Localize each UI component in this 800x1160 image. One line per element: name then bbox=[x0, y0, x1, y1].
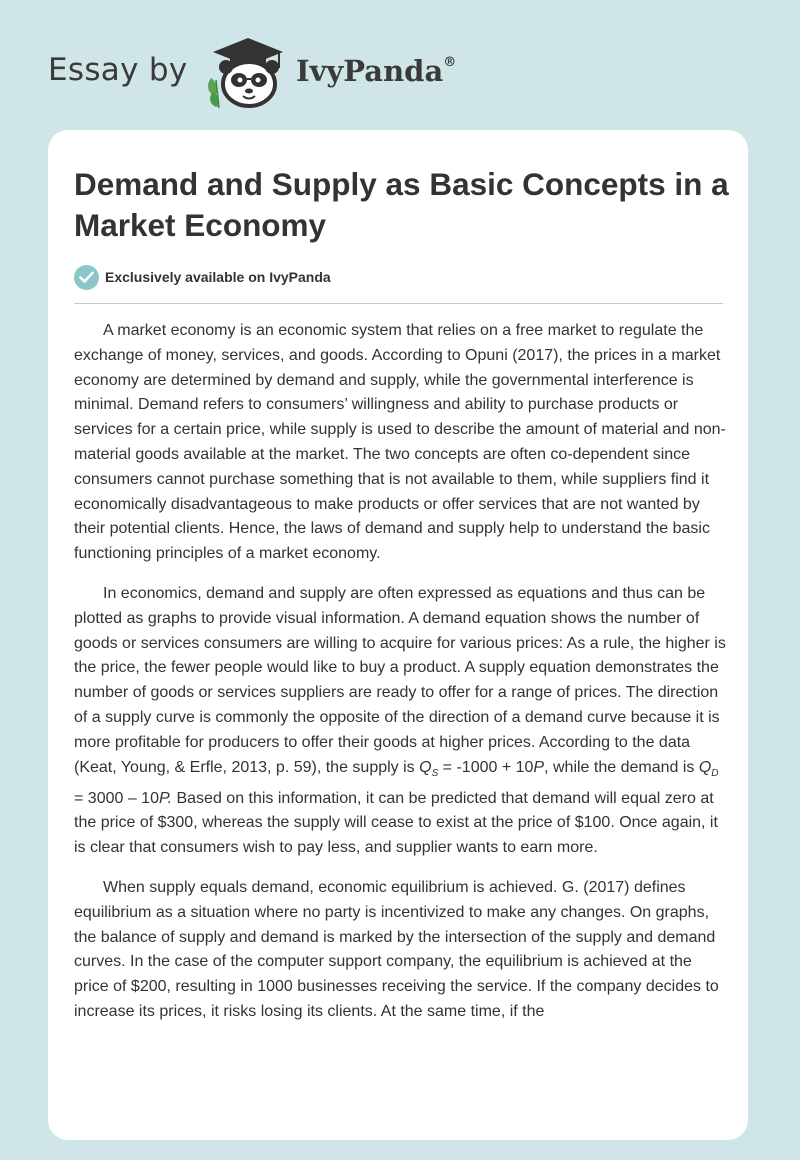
check-circle-icon bbox=[74, 265, 99, 290]
essay-card bbox=[48, 130, 748, 1140]
exclusive-badge bbox=[74, 264, 331, 290]
paragraph-3: When supply equals demand, economic equilibrium is achieved. G. (2017) defines equilibrium as a situation where no party is incentivized to make any changes. On graphs, the balance of supply and demand is marked by the intersection of the supply and demand curves. In the case of the computer support company, the equilibrium is achieved at the price of $200, resulting in 1000 businesses receiving the service. If the company decides to increase its prices, it risks losing its clients. At the same time, if the bbox=[74, 878, 719, 1020]
divider bbox=[74, 303, 723, 304]
site-header bbox=[48, 30, 568, 110]
paragraph-2: In economics, demand and supply are often expressed as equations and thus can be plotted as graphs to provide visual information. A demand equation shows the number of goods or services consumers are willing to acquire for various prices: As a rule, the higher is the price, the fewer people would like to buy a product. A supply equation demonstrates the number of goods or services suppliers are ready to offer for a range of prices. The direction of a supply curve is commonly the opposite of the direction of a demand curve because it is more profitable for producers to offer their goods at higher prices. According to the data (Keat, Young, & Erfle, 2013, p. 59), the supply is $Q_S = -1000 + 10P$, while the demand is $Q_D = 3000 - 10P$. Based on this information, it can be predicted that demand will equal zero at the price of $300, whereas the supply will cease to exist at the price of $100. Once again, it is clear that consumers wish to pay less, and supplier wants to earn more. bbox=[74, 584, 726, 857]
essay-by-label: Essay by bbox=[48, 52, 188, 88]
paragraph-1: A market economy is an economic system that relies on a free market to regulate the exchange of money, services, and goods. According to Opuni (2017), the prices in a market economy are determined by demand and supply, while the governmental interference is minimal. Demand refers to consumers’ willingness and ability to purchase products or services for a certain price, while supply is used to describe the amount of material and non-material goods available at the market. The two concepts are often co-dependent since consumers cannot purchase something that is not available to them, while suppliers find it economically disadvantageous to make products or offer services that are not wanted by their potential clients. Hence, the laws of demand and supply help to understand the basic functioning principles of a market economy. bbox=[74, 322, 726, 563]
exclusive-badge-label: Exclusively available on IvyPanda bbox=[105, 269, 331, 285]
demand-variable: $Q_D$ bbox=[698, 758, 719, 779]
supply-variable: $Q_S$ bbox=[419, 758, 439, 779]
brand-name[interactable]: IvyPanda® bbox=[296, 54, 457, 88]
panda-logo-icon[interactable] bbox=[203, 34, 293, 110]
registered-mark: ® bbox=[443, 55, 457, 71]
essay-title: Demand and Supply as Basic Concepts in a Market Economy bbox=[74, 166, 729, 243]
essay-body bbox=[74, 319, 726, 1040]
